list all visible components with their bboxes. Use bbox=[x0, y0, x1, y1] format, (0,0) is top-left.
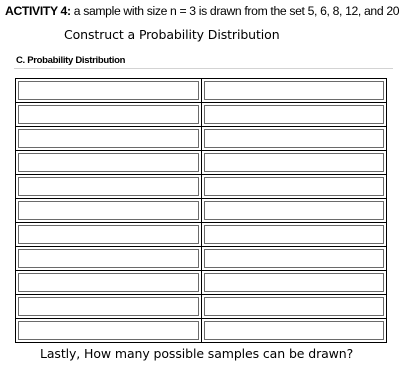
table-cell-right[interactable] bbox=[201, 247, 387, 271]
table-row bbox=[16, 79, 387, 103]
table-cell-left[interactable] bbox=[16, 247, 202, 271]
table-row bbox=[16, 223, 387, 247]
section-divider bbox=[14, 68, 393, 69]
table-cell-right[interactable] bbox=[201, 151, 387, 175]
table-cell-left[interactable] bbox=[16, 79, 202, 103]
table-cell-left[interactable] bbox=[16, 271, 202, 295]
activity-statement: a sample with size n = 3 is drawn from the set 5, 6, 8, 12, and 20 bbox=[73, 4, 400, 18]
table-cell-right[interactable] bbox=[201, 223, 387, 247]
table-row bbox=[16, 271, 387, 295]
table-cell-left[interactable] bbox=[16, 103, 202, 127]
table-cell-right[interactable] bbox=[201, 199, 387, 223]
table-cell-right[interactable] bbox=[201, 319, 387, 343]
table-cell-left[interactable] bbox=[16, 151, 202, 175]
table-cell-left[interactable] bbox=[16, 199, 202, 223]
table-cell-right[interactable] bbox=[201, 175, 387, 199]
section-title: C. Probability Distribution bbox=[16, 55, 126, 66]
table-row bbox=[16, 151, 387, 175]
table-cell-right[interactable] bbox=[201, 79, 387, 103]
table-row bbox=[16, 295, 387, 319]
table-body bbox=[16, 79, 387, 343]
activity-instruction: Construct a Probability Distribution bbox=[64, 27, 280, 42]
probability-distribution-table bbox=[15, 78, 387, 343]
table-row bbox=[16, 175, 387, 199]
activity-label: ACTIVITY 4: bbox=[5, 4, 71, 18]
table-cell-right[interactable] bbox=[201, 271, 387, 295]
table-cell-left[interactable] bbox=[16, 223, 202, 247]
table-cell-left[interactable] bbox=[16, 295, 202, 319]
table-row bbox=[16, 319, 387, 343]
activity-heading bbox=[5, 3, 407, 19]
table-cell-left[interactable] bbox=[16, 175, 202, 199]
table-cell-right[interactable] bbox=[201, 295, 387, 319]
table-row bbox=[16, 103, 387, 127]
table-cell-right[interactable] bbox=[201, 127, 387, 151]
table-cell-left[interactable] bbox=[16, 127, 202, 151]
closing-question: Lastly, How many possible samples can be drawn? bbox=[40, 346, 354, 361]
table-row bbox=[16, 199, 387, 223]
table-cell-right[interactable] bbox=[201, 103, 387, 127]
table-cell-left[interactable] bbox=[16, 319, 202, 343]
table-row bbox=[16, 127, 387, 151]
table-row bbox=[16, 247, 387, 271]
